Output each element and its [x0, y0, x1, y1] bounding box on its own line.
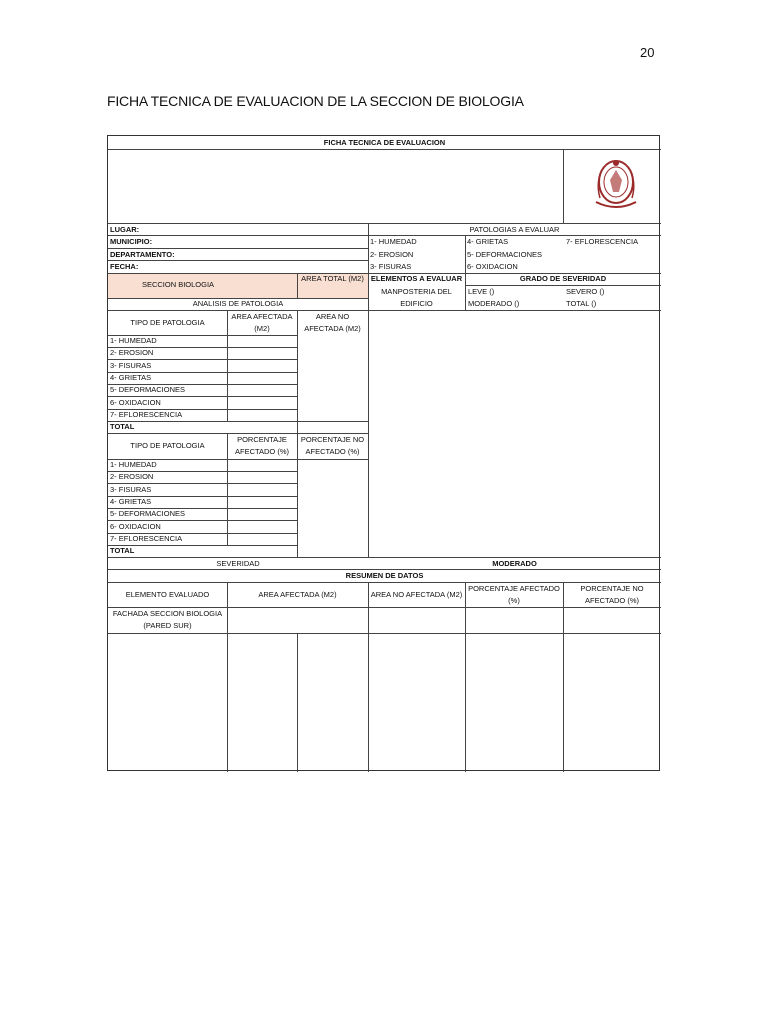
page-title: FICHA TECNICA DE EVALUACION DE LA SECCION DE BIOLOGIA [107, 93, 524, 109]
patologias-title: PATOLOGIAS A EVALUAR [469, 225, 560, 234]
porc-no-res-header-2: AFECTADO (%) [584, 596, 640, 605]
municipio-label: MUNICIPIO: [110, 237, 153, 246]
table-row: 6- OXIDACION [110, 522, 161, 531]
table-row: 3- FISURAS [110, 485, 152, 494]
fachada-line1: FACHADA SECCION BIOLOGIA [112, 609, 223, 618]
patologia-item: 1- HUMEDAD [370, 237, 417, 246]
fecha-label: FECHA: [110, 262, 139, 271]
form-header: FICHA TECNICA DE EVALUACION [323, 138, 446, 147]
table-row: 5- DEFORMACIONES [110, 509, 186, 518]
table-row: 3- FISURAS [110, 361, 152, 370]
porc-af-res-header-1: PORCENTAJE AFECTADO [468, 584, 560, 593]
tipo-patologia-header: TIPO DE PATOLOGIA [130, 441, 205, 450]
porc-no-res-header-1: PORCENTAJE NO [580, 584, 644, 593]
seccion-label: SECCION BIOLOGIA [141, 280, 215, 289]
departamento-label: DEPARTAMENTO: [110, 250, 175, 259]
table-row: 2- EROSION [110, 348, 154, 357]
porcentaje-afectado-header-2: AFECTADO (%) [234, 447, 290, 456]
area-no-res-header: AREA NO AFECTADA (M2) [370, 590, 463, 599]
table-row: 6- OXIDACION [110, 398, 161, 407]
university-seal-icon [592, 154, 640, 216]
tipo-patologia-header: TIPO DE PATOLOGIA [130, 318, 205, 327]
patologia-item: 3- FISURAS [370, 262, 412, 271]
area-afectada-res-header: AREA AFECTADA (M2) [258, 590, 337, 599]
table-total: TOTAL [110, 546, 135, 555]
severidad-label: SEVERIDAD [216, 559, 260, 568]
porcentaje-afectado-header-1: PORCENTAJE [237, 435, 287, 444]
patologia-item: 6- OXIDACION [467, 262, 518, 271]
patologia-item: 2- EROSION [370, 250, 414, 259]
area-afectada-header-2: (M2) [254, 324, 270, 333]
fachada-line2: (PARED SUR) [143, 621, 192, 630]
severo-option: SEVERO () [566, 287, 605, 296]
table-row: 7- EFLORESCENCIA [110, 534, 183, 543]
elementos-title: ELEMENTOS A EVALUAR [370, 274, 463, 283]
patologia-item: 7- EFLORESCENCIA [566, 237, 639, 246]
evaluation-form [107, 135, 660, 771]
leve-option: LEVE () [468, 287, 495, 296]
resumen-title: RESUMEN DE DATOS [345, 571, 424, 580]
porcentaje-no-header-2: AFECTADO (%) [305, 447, 360, 456]
total-option: TOTAL () [566, 299, 597, 308]
table-row: 5- DEFORMACIONES [110, 385, 186, 394]
area-no-header-2: AFECTADA (M2) [304, 324, 361, 333]
page-number: 20 [640, 45, 655, 60]
patologia-item: 4- GRIETAS [467, 237, 509, 246]
table-row: 1- HUMEDAD [110, 460, 157, 469]
table-row: 1- HUMEDAD [110, 336, 157, 345]
analisis-title: ANALISIS DE PATOLOGIA [192, 299, 284, 308]
patologia-item: 5- DEFORMACIONES [467, 250, 543, 259]
manposteria-line1: MANPOSTERIA DEL [381, 287, 452, 296]
table-row: 4- GRIETAS [110, 497, 152, 506]
area-total-label: AREA TOTAL (M2) [301, 274, 364, 283]
manposteria-line2: EDIFICIO [400, 299, 433, 308]
porcentaje-no-header-1: PORCENTAJE NO [300, 435, 365, 444]
area-afectada-header-1: AREA AFECTADA [231, 312, 293, 321]
table-row: 4- GRIETAS [110, 373, 152, 382]
elemento-evaluado-header: ELEMENTO EVALUADO [125, 590, 210, 599]
table-total: TOTAL [110, 422, 135, 431]
moderado-option: MODERADO () [468, 299, 520, 308]
area-no-header-1: AREA NO [315, 312, 350, 321]
lugar-label: LUGAR: [110, 225, 140, 234]
severidad-value: MODERADO [492, 559, 537, 568]
grado-title: GRADO DE SEVERIDAD [519, 274, 607, 283]
table-row: 2- EROSION [110, 472, 154, 481]
table-row: 7- EFLORESCENCIA [110, 410, 183, 419]
porc-af-res-header-2: (%) [508, 596, 520, 605]
